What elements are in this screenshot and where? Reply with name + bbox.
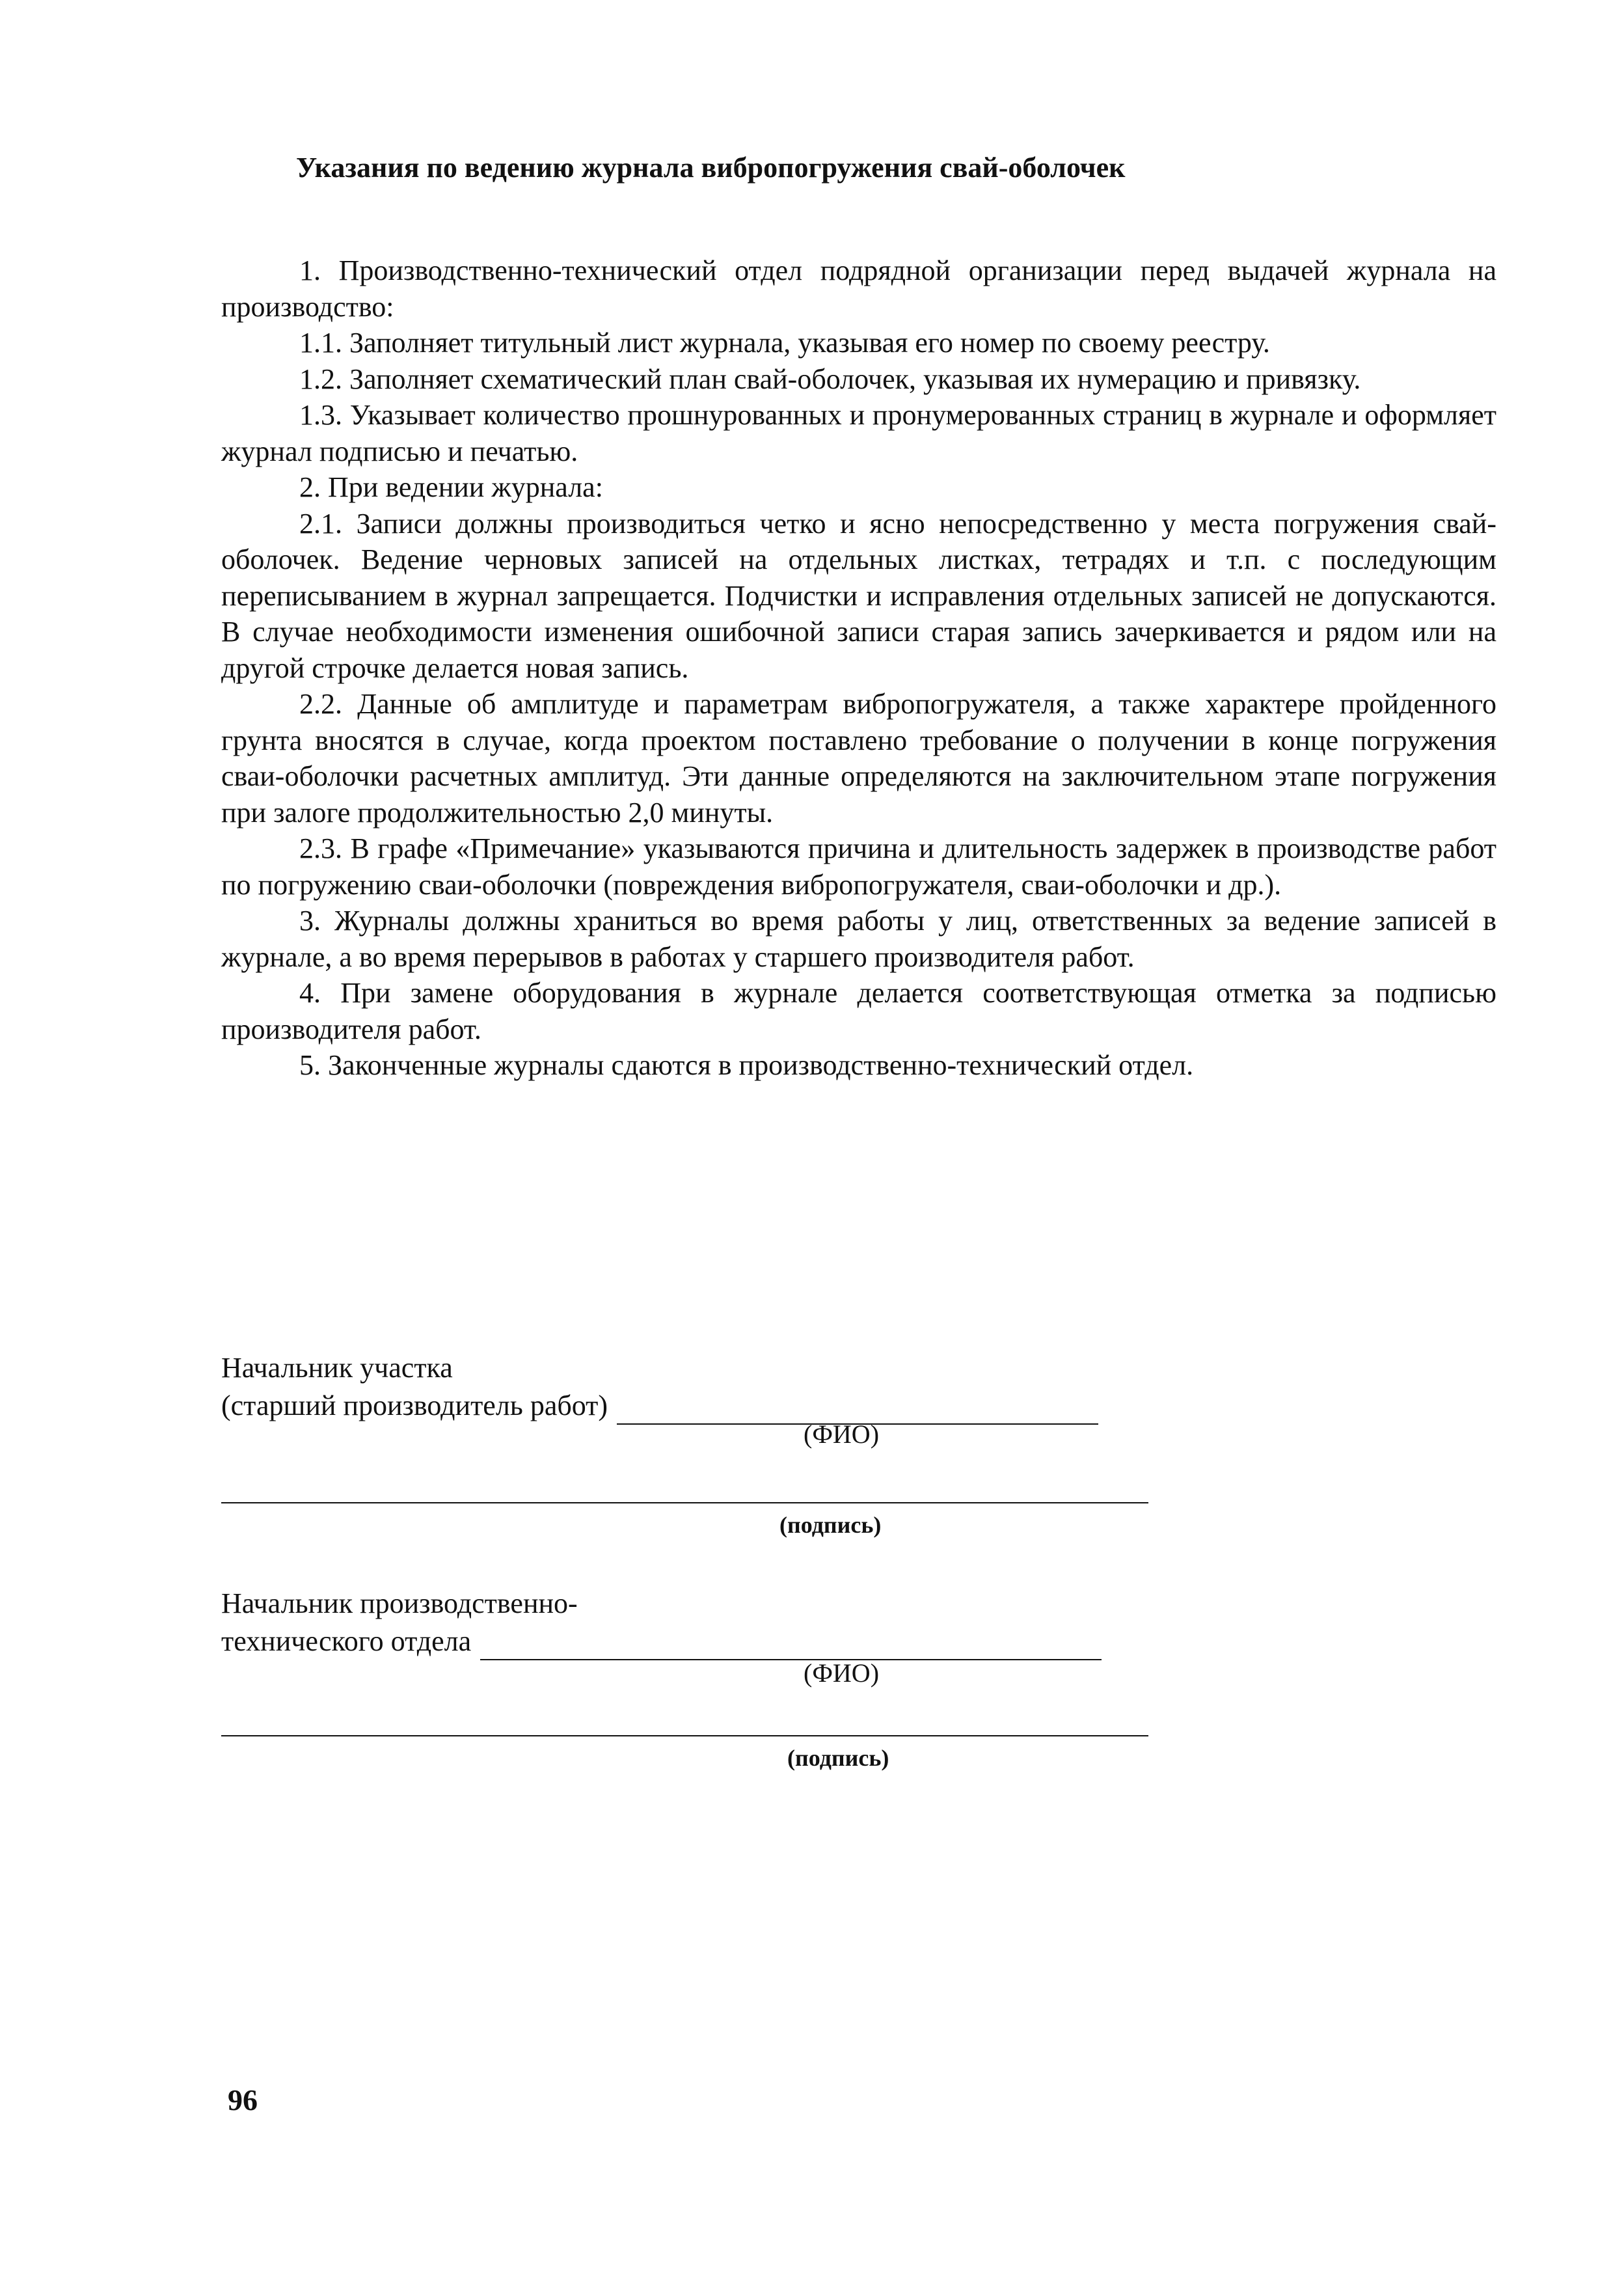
paragraph-1-2: 1.2. Заполняет схематический план свай-оболочек, указывая их нумерацию и привязку. <box>299 363 1361 395</box>
page-number: 96 <box>228 2083 258 2117</box>
pto-chief-subtitle: технического отдела <box>221 1625 472 1657</box>
paragraph-1-3: 1.3. Указывает количество прошнурованных и пронумерованных страниц в журнале и оформляет журнал подписью и печатью. <box>221 399 1496 467</box>
paragraph-3: 3. Журналы должны храниться во время работы у лиц, ответственных за ведение записей в журнале, а во время перерывов в работах у старшего производителя работ. <box>221 905 1496 973</box>
site-chief-name-row <box>221 1387 1098 1425</box>
paragraph-1: 1. Производственно-технический отдел подрядной организации перед выдачей журнала на производство: <box>221 254 1496 323</box>
signature-block-site-chief <box>221 1349 1098 1425</box>
pto-chief-title: Начальник производственно- <box>221 1587 578 1619</box>
paragraph-2-2: 2.2. Данные об амплитуде и параметрам вибропогружателя, а также характере пройденного грунта вносятся в случае, когда проектом поставлено требование о получении в конце погружения сваи-оболочки расчетных амплитуд. Эти данные определяются на заключительном этапе погружения при залоге продолжительностью 2,0 минуты. <box>221 688 1496 829</box>
pto-chief-signature-line[interactable] <box>221 1735 1148 1736</box>
pto-chief-fio-caption: (ФИО) <box>804 1658 880 1688</box>
paragraph-1-1: 1.1. Заполняет титульный лист журнала, указывая его номер по своему реестру. <box>299 327 1270 359</box>
site-chief-signature-caption: (подпись) <box>779 1512 882 1538</box>
instructions-body <box>221 253 1496 1084</box>
document-title: Указания по ведению журнала вибропогружения свай-оболочек <box>296 152 1126 184</box>
site-chief-fio-caption: (ФИО) <box>804 1419 880 1449</box>
paragraph-5: 5. Законченные журналы сдаются в производственно-технический отдел. <box>299 1049 1194 1081</box>
pto-chief-name-row <box>221 1623 1102 1660</box>
site-chief-signature-line[interactable] <box>221 1502 1148 1503</box>
signature-block-pto-chief <box>221 1585 1102 1660</box>
site-chief-subtitle: (старший производитель работ) <box>221 1390 608 1421</box>
paragraph-2-1: 2.1. Записи должны производиться четко и ясно непосредственно у места погружения свай-оболочек. Ведение черновых записей на отдельных листках, тетрадях и т.п. с последующим переписыванием в журнал запрещается. Подчистки и исправления отдельных записей не допускаются. В случае необходимости изменения ошибочной записи старая запись зачеркивается и рядом или на другой строчке делается новая запись. <box>221 507 1496 684</box>
pto-chief-fio-line[interactable] <box>480 1630 1102 1660</box>
paragraph-4: 4. При замене оборудования в журнале делается соответствующая отметка за подписью производителя работ. <box>221 977 1496 1045</box>
pto-chief-signature-caption: (подпись) <box>787 1745 889 1771</box>
paragraph-2: 2. При ведении журнала: <box>299 471 603 503</box>
paragraph-2-3: 2.3. В графе «Примечание» указываются причина и длительность задержек в производстве работ по погружению сваи-оболочки (повреждения вибропогружателя, сваи-оболочки и др.). <box>221 832 1496 901</box>
site-chief-title: Начальник участка <box>221 1352 453 1384</box>
